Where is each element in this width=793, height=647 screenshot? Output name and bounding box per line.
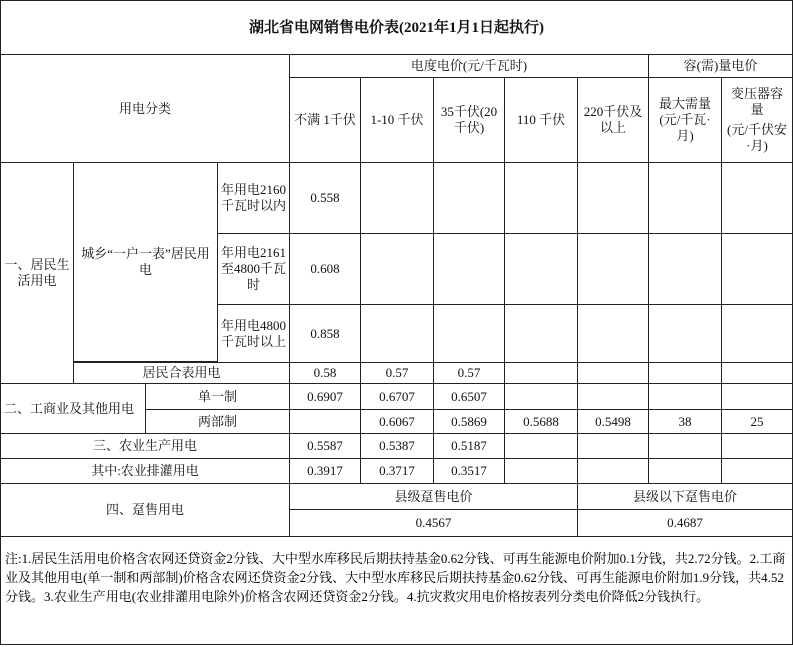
single-system-label: 单一制 bbox=[145, 383, 290, 410]
empty-cell bbox=[433, 304, 505, 363]
empty-cell bbox=[360, 162, 434, 234]
irr-price-1: 0.3917 bbox=[289, 458, 361, 484]
header-transformer bbox=[721, 77, 793, 163]
tier3-label: 年用电4800千瓦时以上 bbox=[217, 304, 290, 363]
two-price-2: 0.5869 bbox=[433, 409, 505, 434]
single-price-2: 0.6707 bbox=[360, 383, 434, 410]
header-transformer-unit: (元/千伏安·月) bbox=[727, 122, 787, 153]
empty-cell bbox=[289, 409, 361, 434]
empty-cell bbox=[721, 162, 793, 234]
header-voltage-4: 110 千伏 bbox=[504, 77, 578, 163]
empty-cell bbox=[360, 304, 434, 363]
single-price-1: 0.6907 bbox=[289, 383, 361, 410]
page-title: 湖北省电网销售电价表(2021年1月1日起执行) bbox=[0, 0, 793, 55]
empty-cell bbox=[504, 162, 578, 234]
header-voltage-5: 220千伏及以上 bbox=[577, 77, 649, 163]
empty-cell bbox=[648, 233, 722, 305]
combined-price-3: 0.57 bbox=[433, 362, 505, 384]
empty-cell bbox=[577, 362, 649, 384]
two-price-1: 0.6067 bbox=[360, 409, 434, 434]
empty-cell bbox=[577, 233, 649, 305]
residential-label: 一、居民生活用电 bbox=[0, 162, 74, 384]
header-transformer-label: 变压器容量 bbox=[730, 86, 783, 117]
empty-cell bbox=[721, 458, 793, 484]
empty-cell bbox=[577, 383, 649, 410]
empty-cell bbox=[648, 458, 722, 484]
empty-cell bbox=[577, 433, 649, 459]
empty-cell bbox=[504, 433, 578, 459]
empty-cell bbox=[648, 362, 722, 384]
empty-cell bbox=[648, 162, 722, 234]
header-capacity-price: 容(需)量电价 bbox=[648, 54, 793, 78]
two-transformer: 25 bbox=[721, 409, 793, 434]
empty-cell bbox=[721, 233, 793, 305]
empty-cell bbox=[721, 362, 793, 384]
tier2-label: 年用电2161至4800千瓦时 bbox=[217, 233, 290, 305]
tier2-price: 0.608 bbox=[289, 233, 361, 305]
irr-price-2: 0.3717 bbox=[360, 458, 434, 484]
irr-price-3: 0.3517 bbox=[433, 458, 505, 484]
footnote: 注:1.居民生活用电价格含农网还贷资金2分钱、大中型水库移民后期扶持基金0.62分钱、可再生能源电价附加0.1分钱，共2.72分钱。2.工商业及其他用电(单一制和两部制)价格含农网还贷资金2分钱、大中型水库移民后期扶持基金0.62分钱、可再生能源电价附加1.9分钱，共4.52分钱。3.农业生产用电(农业排灌用电除外)价格含农网还贷资金2分钱。4.抗灾救灾用电价格按表列分类电价降低2分钱执行。 bbox=[0, 537, 793, 645]
tier3-price: 0.858 bbox=[289, 304, 361, 363]
empty-cell bbox=[433, 233, 505, 305]
empty-cell bbox=[504, 233, 578, 305]
agriculture-label: 三、农业生产用电 bbox=[0, 433, 290, 459]
tier1-label: 年用电2160千瓦时以内 bbox=[217, 162, 290, 234]
below-county-price: 0.4687 bbox=[577, 509, 793, 537]
empty-cell bbox=[648, 304, 722, 363]
irrigation-label: 其中:农业排灌用电 bbox=[0, 458, 290, 484]
wholesale-label: 四、趸售用电 bbox=[0, 483, 290, 537]
empty-cell bbox=[504, 304, 578, 363]
empty-cell bbox=[721, 433, 793, 459]
residential-sub-label: 城乡“一户一表”居民用电 bbox=[73, 162, 218, 362]
two-price-4: 0.5498 bbox=[577, 409, 649, 434]
empty-cell bbox=[721, 383, 793, 410]
empty-cell bbox=[648, 433, 722, 459]
empty-cell bbox=[721, 304, 793, 363]
county-wholesale-price: 0.4567 bbox=[289, 509, 578, 537]
empty-cell bbox=[648, 383, 722, 410]
combined-price-2: 0.57 bbox=[360, 362, 434, 384]
header-energy-price: 电度电价(元/千瓦时) bbox=[289, 54, 649, 78]
agri-price-2: 0.5387 bbox=[360, 433, 434, 459]
empty-cell bbox=[433, 162, 505, 234]
empty-cell bbox=[504, 458, 578, 484]
industrial-label: 二、工商业及其他用电 bbox=[0, 383, 146, 434]
empty-cell bbox=[504, 383, 578, 410]
header-voltage-2: 1-10 千伏 bbox=[360, 77, 434, 163]
single-price-3: 0.6507 bbox=[433, 383, 505, 410]
two-part-label: 两部制 bbox=[145, 409, 290, 434]
header-voltage-3: 35千伏(20千伏) bbox=[433, 77, 505, 163]
empty-cell bbox=[577, 304, 649, 363]
empty-cell bbox=[504, 362, 578, 384]
header-voltage-1: 不满 1千伏 bbox=[289, 77, 361, 163]
empty-cell bbox=[360, 233, 434, 305]
header-max-demand: 最大需量(元/千瓦·月) bbox=[648, 77, 722, 163]
combined-label: 居民合表用电 bbox=[73, 362, 290, 384]
county-wholesale-label: 县级趸售电价 bbox=[289, 483, 578, 510]
two-price-3: 0.5688 bbox=[504, 409, 578, 434]
combined-price-1: 0.58 bbox=[289, 362, 361, 384]
empty-cell bbox=[577, 162, 649, 234]
header-category: 用电分类 bbox=[0, 54, 290, 163]
agri-price-3: 0.5187 bbox=[433, 433, 505, 459]
empty-cell bbox=[577, 458, 649, 484]
tier1-price: 0.558 bbox=[289, 162, 361, 234]
agri-price-1: 0.5587 bbox=[289, 433, 361, 459]
two-max-demand: 38 bbox=[648, 409, 722, 434]
below-county-label: 县级以下趸售电价 bbox=[577, 483, 793, 510]
